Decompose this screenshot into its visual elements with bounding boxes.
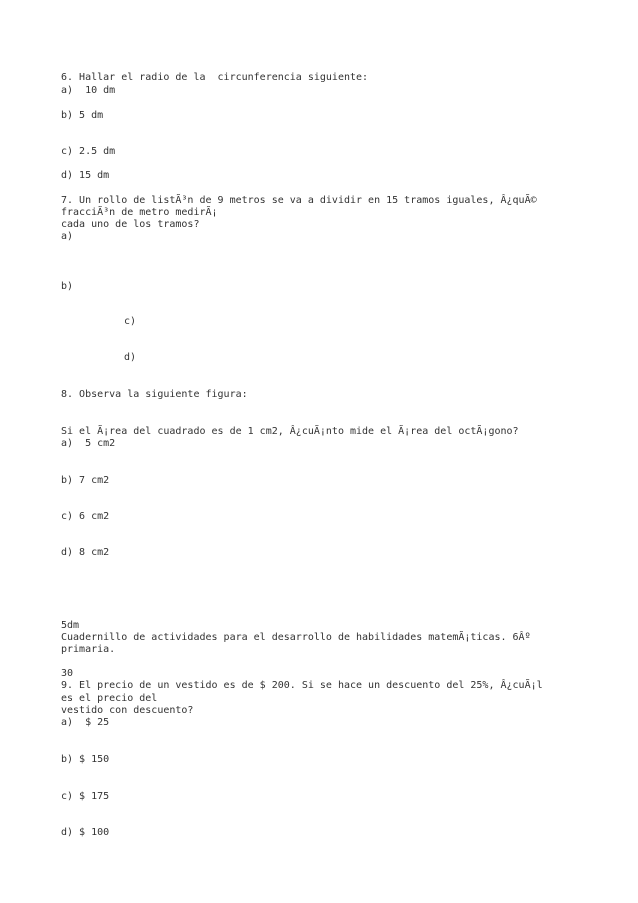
q8-option-b: b) 7 cm2 bbox=[61, 475, 110, 486]
page-number: 30 bbox=[61, 668, 74, 679]
q6-question: 6. Hallar el radio de la circunferencia siguiente: bbox=[61, 72, 369, 83]
q6-option-a: a) 10 dm bbox=[61, 85, 116, 96]
q9-option-b: b) $ 150 bbox=[61, 754, 110, 765]
q7-option-c: c) bbox=[124, 316, 137, 327]
q8-question: 8. Observa la siguiente figura: bbox=[61, 389, 248, 400]
q9-option-d: d) $ 100 bbox=[61, 827, 110, 838]
figure-label: 5dm bbox=[61, 620, 80, 631]
q7-option-b: b) bbox=[61, 281, 74, 292]
booklet-title-line-1: Cuadernillo de actividades para el desarrollo de habilidades matemÃ¡ticas. 6Âº bbox=[61, 632, 531, 643]
q8-option-a: a) 5 cm2 bbox=[61, 438, 116, 449]
q8-option-c: c) 6 cm2 bbox=[61, 511, 110, 522]
q9-option-a: a) $ 25 bbox=[61, 717, 110, 728]
q6-option-d: d) 15 dm bbox=[61, 170, 110, 181]
booklet-title-line-2: primaria. bbox=[61, 644, 116, 655]
q9-question-line-2: es el precio del bbox=[61, 693, 158, 704]
q7-question-line-2: fracciÃ³n de metro medirÃ¡ bbox=[61, 207, 218, 218]
q8-option-d: d) 8 cm2 bbox=[61, 547, 110, 558]
q7-option-a: a) bbox=[61, 231, 74, 242]
q8-prompt: Si el Ã¡rea del cuadrado es de 1 cm2, Â¿cuÃ¡nto mide el Ã¡rea del octÃ¡gono? bbox=[61, 426, 519, 437]
q7-question-line-1: 7. Un rollo de listÃ³n de 9 metros se va a dividir en 15 tramos iguales, Â¿quÃ© bbox=[61, 195, 537, 206]
q9-option-c: c) $ 175 bbox=[61, 791, 110, 802]
q6-option-c: c) 2.5 dm bbox=[61, 146, 116, 157]
q7-option-d: d) bbox=[124, 352, 137, 363]
q7-question-line-3: cada uno de los tramos? bbox=[61, 219, 200, 230]
q9-question-line-3: vestido con descuento? bbox=[61, 705, 194, 716]
q6-option-b: b) 5 dm bbox=[61, 110, 104, 121]
q9-question-line-1: 9. El precio de un vestido es de $ 200. Si se hace un descuento del 25%, Â¿cuÃ¡l bbox=[61, 680, 543, 691]
